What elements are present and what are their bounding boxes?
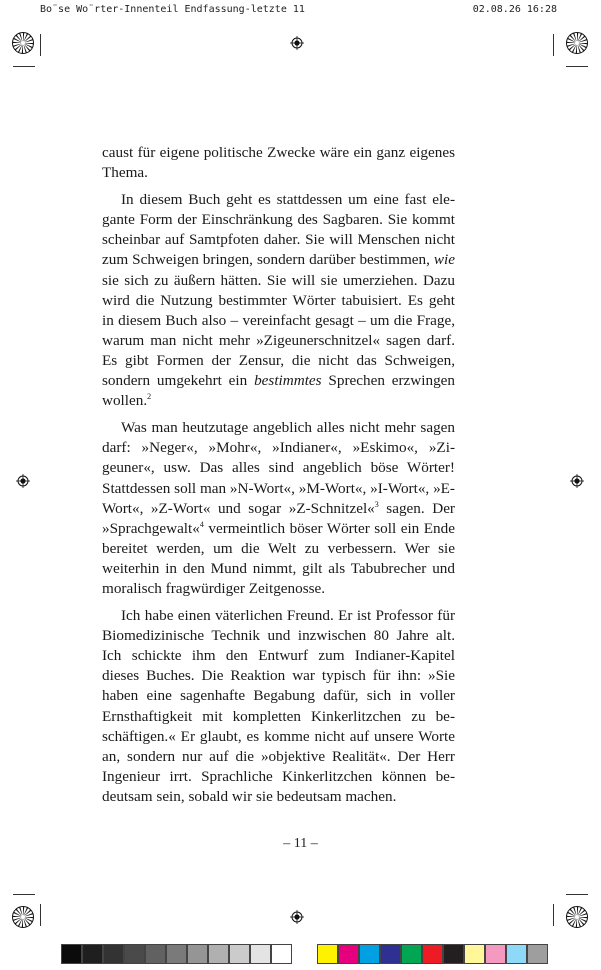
body-text — [102, 143, 455, 807]
star-target-icon — [566, 32, 588, 54]
color-swatch — [485, 944, 506, 964]
color-swatch — [187, 944, 208, 964]
emphasis-text: wie — [433, 251, 455, 269]
crop-mark — [13, 66, 35, 67]
crop-mark — [40, 34, 41, 56]
color-swatch — [61, 944, 82, 964]
text-run: sie sich zu äußern hätten. Sie will sie umerziehen. Dazu wird die Nutzung bestimmter Wörter tabuisiert. Es geht in diesem Buch also – vereinfacht gesagt – um die Frage, warum man nicht mehr »Zigeunerschnitzel« sagen darf. Es gibt Formen der Zensur, die nicht das Schweigen, sondern umgekehrt ein — [102, 271, 455, 390]
text-run: vermeintlich böser Wörter soll ein Ende bereitet werden, um die Welt zu verbessern. Wer sie weiterhin in den Mund nimmt, gilt als Tabubrecher und moralisch fragwürdiger Zeitgenosse. — [102, 519, 455, 597]
paragraph — [102, 190, 455, 411]
footnote-reference[interactable]: 3 — [374, 499, 379, 509]
star-target-icon — [566, 906, 588, 928]
color-swatch — [338, 944, 359, 964]
color-swatch — [506, 944, 527, 964]
color-swatch — [527, 944, 548, 964]
slug-line-timestamp: 02.08.26 16:28 — [472, 4, 557, 15]
color-swatch — [380, 944, 401, 964]
registration-mark-icon — [290, 36, 304, 50]
registration-mark-icon — [16, 474, 30, 488]
paragraph: Ich habe einen väterlichen Freund. Er ist Professor für Biomedizinische Technik und inzwischen 80 Jahre alt. Ich schickte ihm den Entwurf zum Indianer-Kapitel dieses Buches. Die Reaktion war typisch für ihn: »Sie haben eine sagenhafte Begabung dafür, sich in voller Ernsthaftigkeit mit kompletten Kinkerlitzchen zu beschäftigen.« Er glaubt, es komme nicht auf unsere Worte an, sondern nur auf die »objektive Realität«. Der Herr Ingenieur irrt. Sprachliche Kinkerlitzchen können bedeutsam sein, sobald wir sie bedeutsam machen. — [102, 607, 455, 805]
paragraph — [102, 418, 455, 599]
color-swatch — [317, 944, 338, 964]
crop-mark — [13, 894, 35, 895]
paragraph-continued: caust für eigene politische Zwecke wäre ein ganz eigenes Thema. — [102, 144, 455, 182]
color-swatch — [103, 944, 124, 964]
footnote-reference[interactable]: 2 — [147, 392, 152, 402]
text-run: Was man heutzutage angeblich alles nicht mehr sagen darf: »Neger«, »Mohr«, »Indianer«, »Eskimo«, »Zigeuner«, usw. Das alles sind angeblich böse Wörter! Stattdessen soll man »N-Wort«, »M-Wort«, »I-Wort«, »E-Wort«, »Z-Wort« und sogar »Z-Schnitzel« — [102, 419, 455, 517]
crop-mark — [566, 894, 588, 895]
emphasis-text: bestimmtes — [254, 372, 322, 390]
color-swatch — [145, 944, 166, 964]
color-swatch — [166, 944, 187, 964]
color-swatch — [250, 944, 271, 964]
color-swatch — [82, 944, 103, 964]
color-swatch — [359, 944, 380, 964]
star-target-icon — [12, 32, 34, 54]
color-swatch — [464, 944, 485, 964]
registration-mark-icon — [570, 474, 584, 488]
crop-mark — [566, 66, 588, 67]
grayscale-control-bar — [61, 944, 292, 964]
crop-mark — [40, 904, 41, 926]
color-swatch — [422, 944, 443, 964]
page-number: – 11 – — [283, 836, 318, 851]
text-run: In diesem Buch geht es stattdessen um eine fast elegante Form der Einschränkung des Sagbaren. Sie kommt scheinbar auf Samtpfoten daher. Sie will Menschen nicht zum Schweigen bringen, sondern darüber bestimmen, — [102, 191, 455, 269]
slug-line-filename: Bo¨se Wo¨rter-Innenteil Endfassung-letzte 11 — [40, 4, 305, 15]
text-run: Sprechen erzwingen wollen. — [102, 372, 455, 410]
color-swatch — [208, 944, 229, 964]
crop-mark — [553, 904, 554, 926]
footnote-reference[interactable]: 4 — [199, 519, 204, 529]
color-swatch — [443, 944, 464, 964]
color-swatch — [229, 944, 250, 964]
star-target-icon — [12, 906, 34, 928]
color-swatch — [401, 944, 422, 964]
text-run: sagen. Der »Sprachgewalt« — [102, 499, 455, 537]
registration-mark-icon — [290, 910, 304, 924]
color-control-bar — [317, 944, 548, 964]
color-swatch — [124, 944, 145, 964]
crop-mark — [553, 34, 554, 56]
color-swatch — [271, 944, 292, 964]
